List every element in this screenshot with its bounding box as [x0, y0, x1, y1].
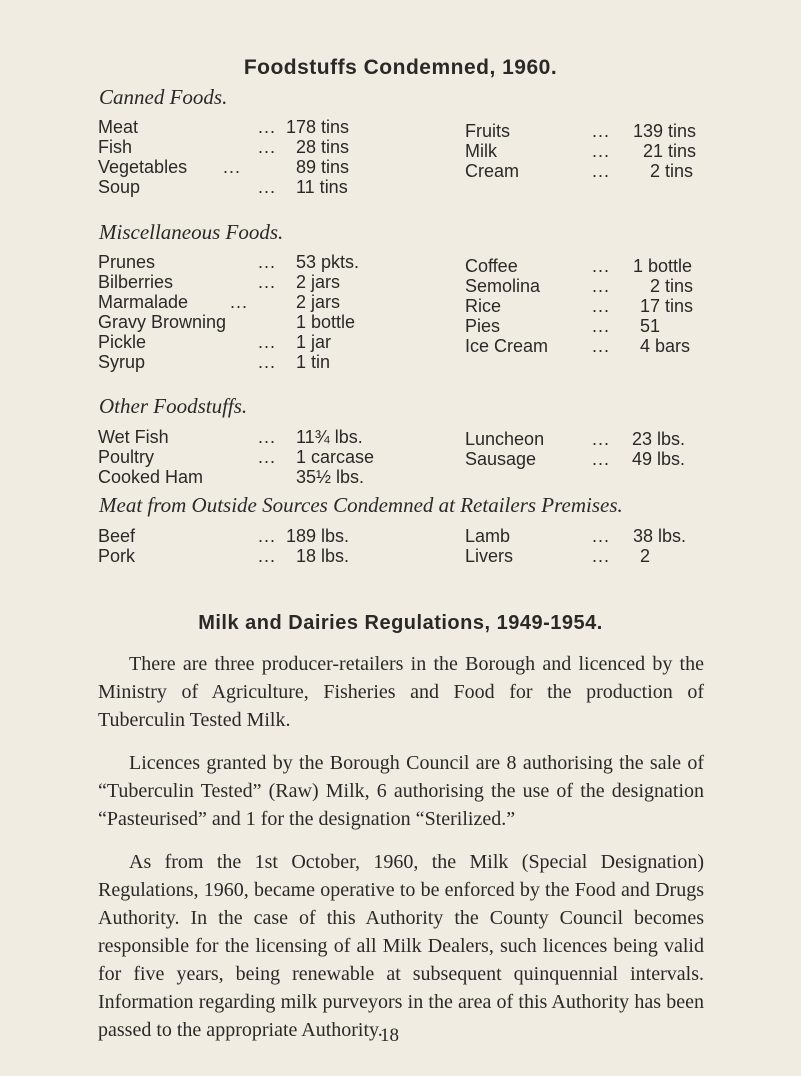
item-quantity: 49 lbs. — [632, 449, 686, 469]
item-name: Coffee — [465, 256, 518, 276]
other-foodstuffs-heading: Other Foodstuffs. — [99, 394, 248, 418]
table-row — [98, 157, 378, 177]
item-name: Beef — [98, 526, 136, 546]
item-name: Gravy Browning — [98, 312, 227, 332]
item-quantity: 2 — [640, 546, 651, 566]
leader-dots: ... — [258, 117, 277, 137]
table-row — [98, 427, 398, 447]
item-quantity: 51 — [640, 316, 661, 336]
item-name: Sausage — [465, 449, 537, 469]
item-name: Lamb — [465, 526, 511, 546]
other-foodstuffs-right-table — [465, 429, 725, 469]
table-row — [98, 312, 398, 332]
leader-dots: ... — [223, 157, 242, 177]
item-name: Livers — [465, 546, 514, 566]
item-name: Rice — [465, 296, 502, 316]
canned-foods-right-table — [465, 121, 725, 181]
table-row — [465, 276, 725, 296]
leader-dots: ... — [258, 546, 277, 566]
item-quantity: 38 lbs. — [633, 526, 687, 546]
leader-dots: ... — [258, 352, 277, 372]
leader-dots: ... — [592, 256, 611, 276]
item-name: Semolina — [465, 276, 541, 296]
leader-dots: ... — [592, 121, 611, 141]
misc-foods-heading: Miscellaneous Foods. — [99, 220, 284, 244]
table-row — [465, 336, 725, 356]
table-row — [98, 467, 398, 487]
leader-dots: ... — [592, 276, 611, 296]
table-row — [465, 449, 725, 469]
item-quantity: 89 tins — [296, 157, 350, 177]
other-foodstuffs-left-table — [98, 427, 398, 487]
table-row — [465, 161, 725, 181]
item-name: Marmalade — [98, 292, 189, 312]
item-name: Poultry — [98, 447, 155, 467]
table-row — [98, 352, 398, 372]
item-quantity: 18 lbs. — [296, 546, 350, 566]
item-name: Cooked Ham — [98, 467, 204, 487]
misc-foods-right-table — [465, 256, 725, 356]
table-row — [465, 316, 725, 336]
item-name: Bilberries — [98, 272, 174, 292]
item-quantity: 1 bottle — [633, 256, 693, 276]
leader-dots: ... — [592, 296, 611, 316]
table-row — [465, 429, 725, 449]
table-row — [465, 121, 725, 141]
item-quantity: 1 jar — [296, 332, 332, 352]
item-quantity: 11¾ lbs. — [296, 427, 363, 447]
item-name: Pork — [98, 546, 136, 566]
meat-outside-sources-heading: Meat from Outside Sources Condemned at Retailers Premises. — [99, 493, 623, 517]
item-name: Meat — [98, 117, 139, 137]
leader-dots: ... — [258, 252, 277, 272]
item-quantity: 2 tins — [650, 161, 694, 181]
table-row — [98, 252, 398, 272]
page-title: Foodstuffs Condemned, 1960. — [243, 56, 558, 79]
leader-dots: ... — [592, 546, 611, 566]
misc-foods-left-table — [98, 252, 398, 372]
leader-dots: ... — [592, 429, 611, 449]
item-quantity: 2 jars — [296, 292, 341, 312]
item-name: Cream — [465, 161, 520, 181]
leader-dots: ... — [258, 427, 277, 447]
item-quantity: 1 tin — [296, 352, 331, 372]
item-name: Prunes — [98, 252, 156, 272]
item-quantity: 2 jars — [296, 272, 341, 292]
leader-dots: ... — [592, 141, 611, 161]
item-quantity: 21 tins — [643, 141, 697, 161]
milk-regulations-heading: Milk and Dairies Regulations, 1949-1954. — [198, 612, 603, 634]
paragraph: There are three producer-retailers in the Borough and licenced by the Ministry of Agriculture, Fisheries and Food for the production of Tuberculin Tested Milk. — [98, 653, 704, 731]
item-quantity: 2 tins — [650, 276, 694, 296]
leader-dots: ... — [258, 447, 277, 467]
leader-dots: ... — [258, 272, 277, 292]
canned-foods-left-table — [98, 117, 378, 197]
table-row — [98, 526, 398, 546]
table-row — [98, 272, 398, 292]
item-name: Luncheon — [465, 429, 545, 449]
item-quantity: 178 tins — [286, 117, 350, 137]
table-row — [98, 292, 398, 312]
item-name: Wet Fish — [98, 427, 169, 447]
item-quantity: 28 tins — [296, 137, 350, 157]
item-quantity: 4 bars — [640, 336, 691, 356]
item-name: Pickle — [98, 332, 147, 352]
paragraph: As from the 1st October, 1960, the Milk (Special Designation) Regulations, 1960, became operative to be enforced by the Food and Drugs Authority. In the case of this Authority the County Council becomes responsible for the licensing of all Milk Dealers, such licences being valid for five years, being renewable at subsequent quinquennial intervals. Information regarding milk purveyors in the area of this Authority has been passed to the appropriate Authority. — [98, 851, 704, 1041]
item-name: Fruits — [465, 121, 510, 141]
paragraph: Licences granted by the Borough Council are 8 authorising the sale of “Tuberculin Tested” (Raw) Milk, 6 authorising the use of the designation “Pasteurised” and 1 for the designation “Sterilized.” — [98, 752, 704, 830]
leader-dots: ... — [592, 526, 611, 546]
table-row — [98, 137, 378, 157]
table-row — [465, 526, 725, 546]
table-row — [465, 546, 725, 566]
leader-dots: ... — [592, 161, 611, 181]
item-quantity: 23 lbs. — [632, 429, 686, 449]
item-quantity: 189 lbs. — [286, 526, 350, 546]
item-quantity: 53 pkts. — [296, 252, 360, 272]
table-row — [98, 117, 378, 137]
leader-dots: ... — [258, 526, 277, 546]
leader-dots: ... — [592, 336, 611, 356]
leader-dots: ... — [592, 316, 611, 336]
table-row — [98, 332, 398, 352]
table-row — [465, 256, 725, 276]
leader-dots: ... — [258, 137, 277, 157]
item-quantity: 1 bottle — [296, 312, 356, 332]
page-number: 18 — [380, 1025, 399, 1046]
table-row — [98, 546, 398, 566]
item-name: Fish — [98, 137, 133, 157]
table-row — [465, 141, 725, 161]
body-text — [98, 650, 704, 1059]
item-quantity: 35½ lbs. — [296, 467, 365, 487]
table-row — [98, 447, 398, 467]
item-quantity: 11 tins — [296, 177, 348, 197]
leader-dots: ... — [230, 292, 249, 312]
item-quantity: 1 carcase — [296, 447, 375, 467]
table-row — [465, 296, 725, 316]
meat-right-table — [465, 526, 725, 566]
item-name: Pies — [465, 316, 501, 336]
leader-dots: ... — [592, 449, 611, 469]
item-name: Milk — [465, 141, 497, 161]
canned-foods-heading: Canned Foods. — [99, 85, 228, 109]
leader-dots: ... — [258, 177, 277, 197]
item-quantity: 17 tins — [640, 296, 694, 316]
item-quantity: 139 tins — [633, 121, 697, 141]
item-name: Syrup — [98, 352, 146, 372]
leader-dots: ... — [258, 332, 277, 352]
table-row — [98, 177, 378, 197]
item-name: Soup — [98, 177, 141, 197]
item-name: Vegetables — [98, 157, 188, 177]
item-name: Ice Cream — [465, 336, 549, 356]
meat-left-table — [98, 526, 398, 566]
